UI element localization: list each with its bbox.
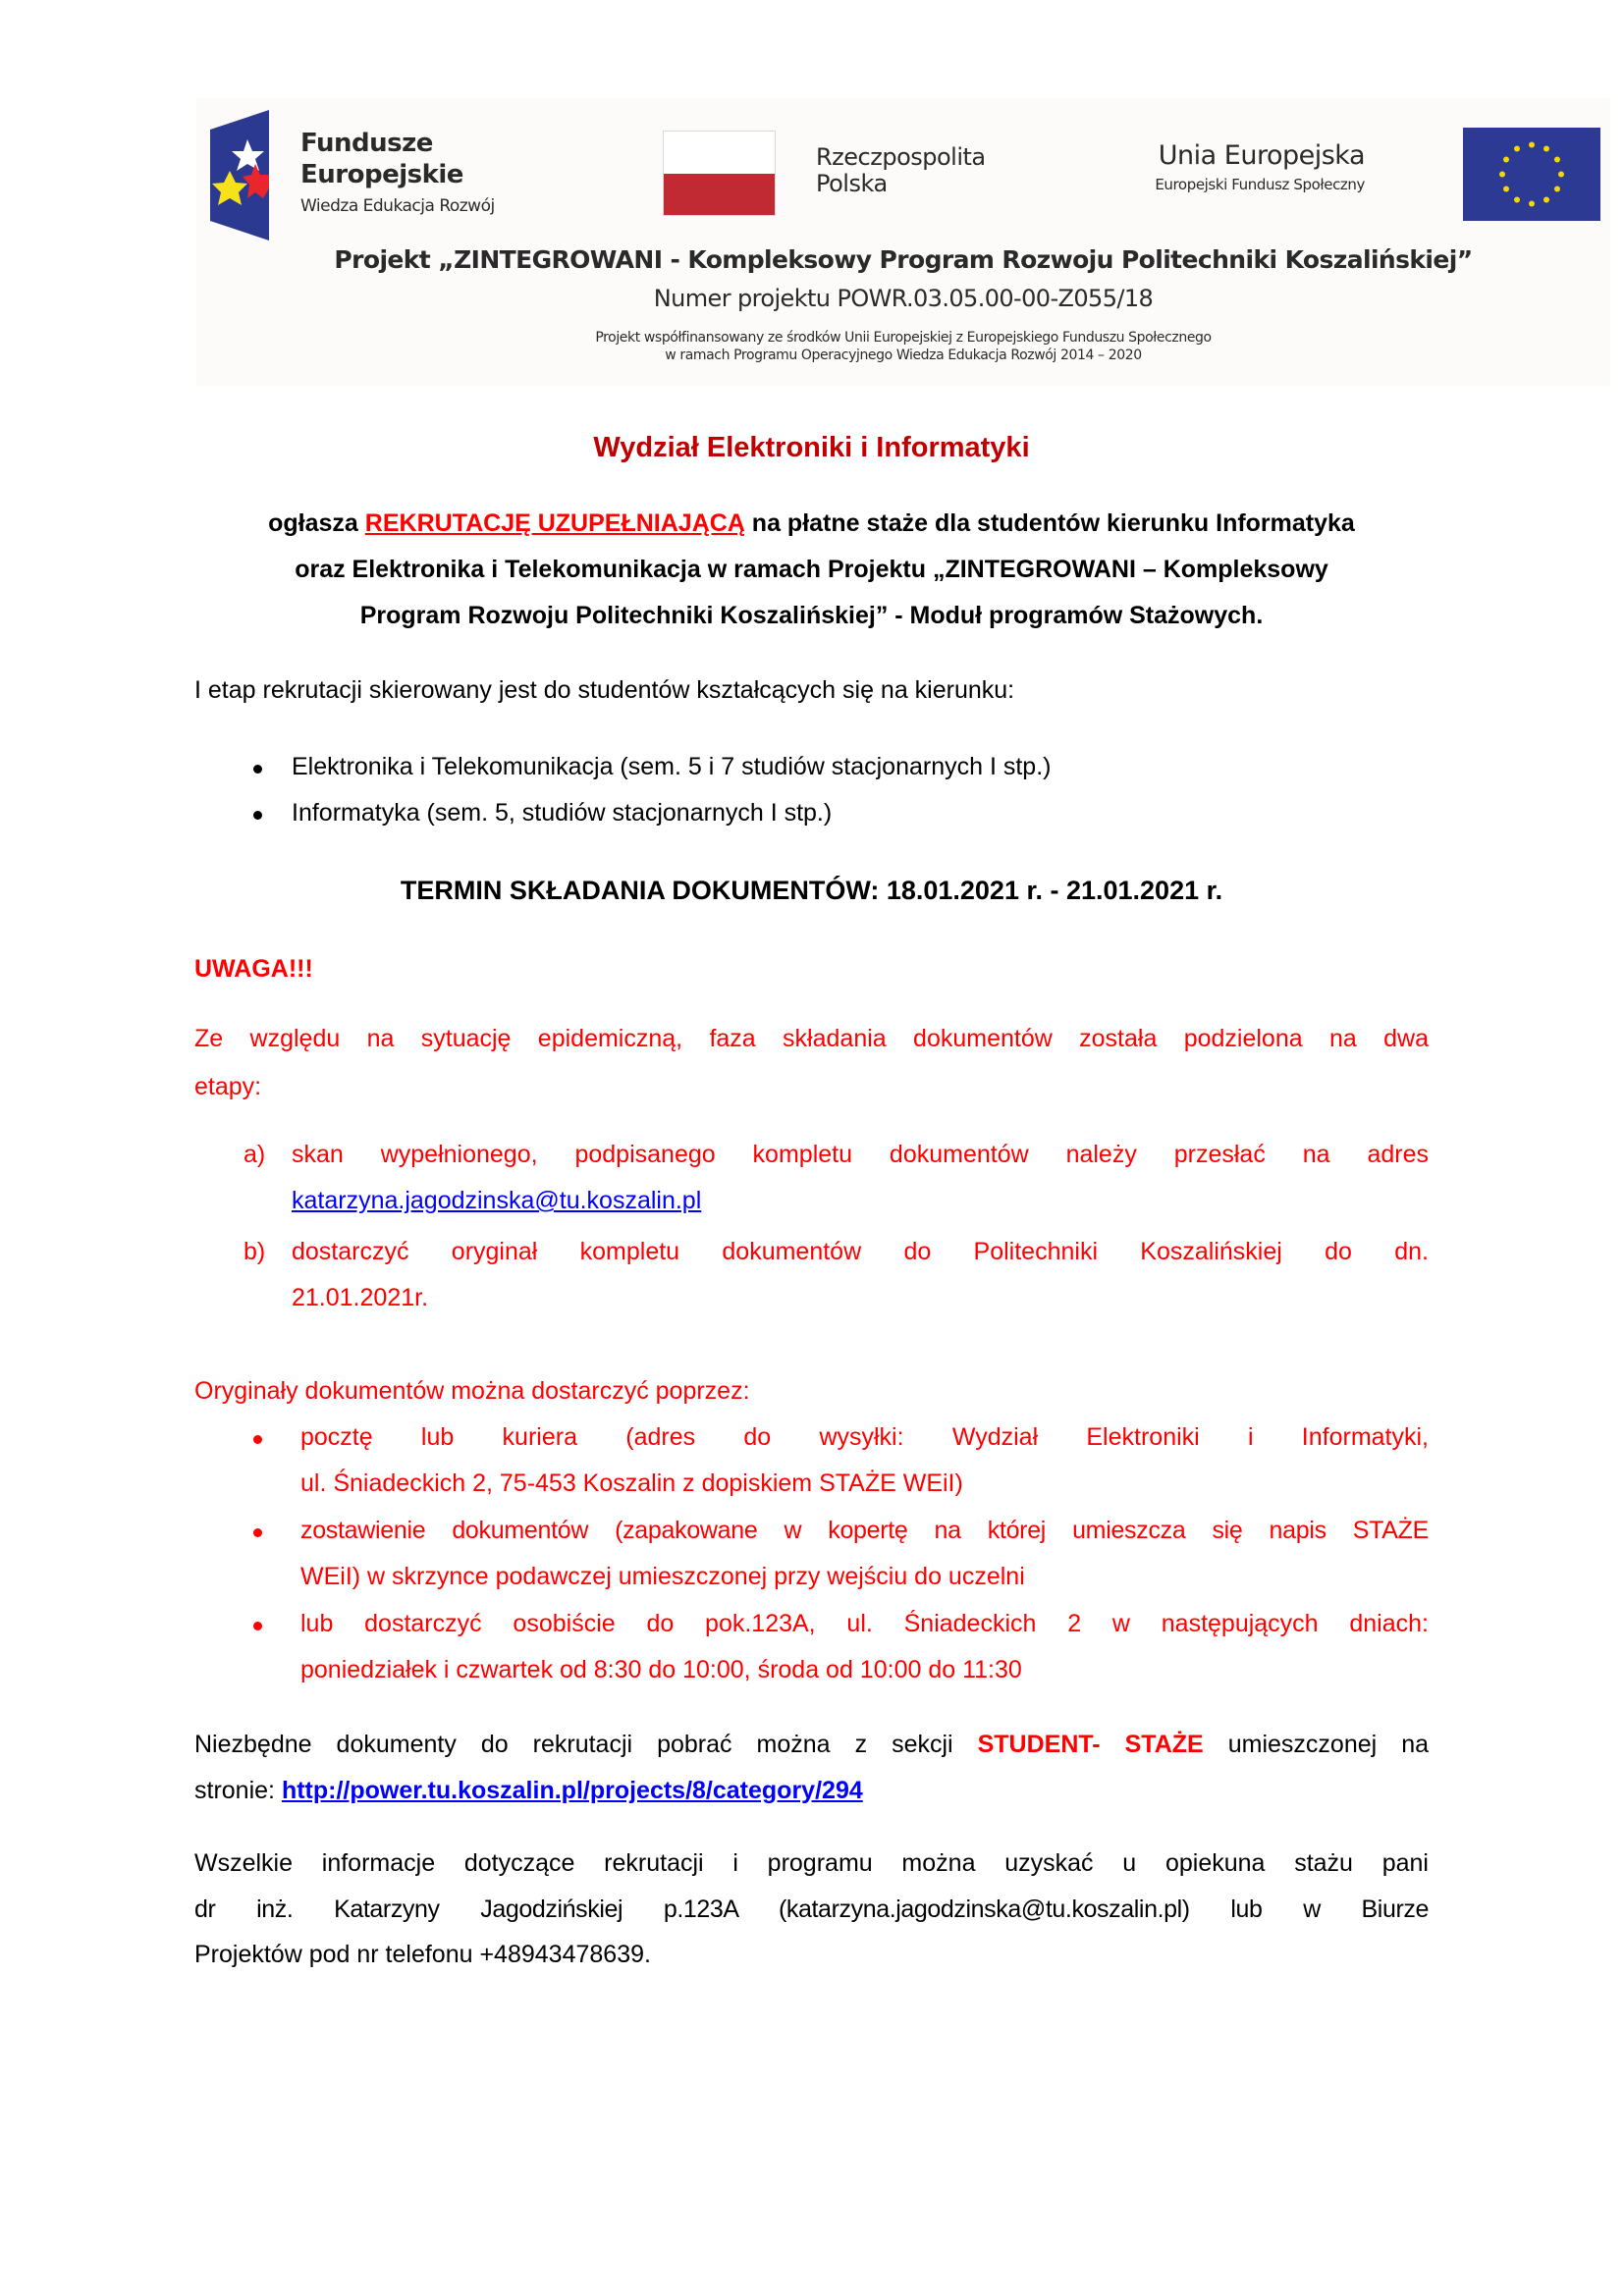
warning-label: UWAGA!!! [194,955,313,983]
contact-line-2: dr inż. Katarzyny Jagodzińskiej p.123A (katarzyna.jagodzinska@tu.koszalin.pl) lub w Biurze [194,1896,1429,1923]
pl-logo-text [816,144,986,197]
ue-logo-text [1155,139,1365,196]
contact-line-1: Wszelkie informacje dotyczące rekrutacji i programu można uzyskać u opiekuna stażu pani [194,1849,1429,1877]
cofinance-line1: Projekt współfinansowany ze środków Unii Europejskiej z Europejskiego Funduszu Społecznego [595,330,1212,346]
eu-star-icon [1554,157,1560,163]
eu-star-icon [1554,187,1560,192]
announcement-line-1 [194,509,1429,538]
delivery-option-3-line-2: poniedziałek i czwartek od 8:30 do 10:00, środa od 10:00 do 11:30 [300,1656,1022,1683]
eu-star-icon [1514,146,1520,152]
step-a-text: skan wypełnionego, podpisanego kompletu dokumentów należy przesłać na adres [292,1141,1429,1168]
eu-star-icon [1499,172,1505,178]
bullet-icon [253,811,262,820]
step-marker: b) [244,1238,266,1265]
documents-info-post: umieszczonej na [1203,1731,1429,1758]
polish-flag-icon [663,131,776,216]
delivery-option-2-line-1: zostawienie dokumentów (zapakowane w kopertę na której umieszcza się napis STAŻE [300,1517,1429,1544]
documents-info-pre: Niezbędne dokumenty do rekrutacji pobrać można z sekcji [194,1731,978,1758]
announcement-line-2: oraz Elektronika i Telekomunikacja w ramach Projektu „ZINTEGROWANI – Kompleksowy [295,556,1328,583]
step-marker: a) [244,1141,266,1168]
announcement-pre: ogłasza [268,509,365,537]
bullet-icon [253,1528,262,1537]
announcement-post: na płatne staże dla studentów kierunku Informatyka [744,509,1355,537]
documents-info-line-2 [194,1777,863,1805]
fe-line2: Europejskie [300,160,463,189]
funding-banner [196,98,1610,386]
fe-line3: Wiedza Edukacja Rozwój [300,196,495,216]
delivery-option-3-line-1: lub dostarczyć osobiście do pok.123A, ul. Śniadeckich 2 w następujących dniach: [300,1610,1429,1637]
fe-line1: Fundusze [300,129,433,158]
eu-star-icon [1558,172,1564,178]
field-item: Informatyka (sem. 5, studiów stacjonarnych I stp.) [292,799,833,827]
recruitment-highlight: REKRUTACJĘ UZUPEŁNIAJĄCĄ [364,509,745,537]
eu-flag-icon [1463,128,1600,221]
email-link[interactable]: katarzyna.jagodzinska@tu.koszalin.pl [292,1187,702,1214]
eu-star-icon [1529,142,1535,148]
deadline: TERMIN SKŁADANIA DOKUMENTÓW: 18.01.2021 r. - 21.01.2021 r. [400,876,1223,905]
eu-star-icon [1543,146,1549,152]
bullet-icon [253,1435,262,1444]
fe-logo-text [300,128,495,220]
ue-line1: Unia Europejska [1158,140,1365,171]
ue-line2: Europejski Fundusz Społeczny [1155,176,1365,193]
delivery-option-1-line-1: pocztę lub kuriera (adres do wysyłki: Wydział Elektroniki i Informatyki, [300,1423,1429,1451]
pl-line1: Rzeczpospolita [816,143,986,171]
section-name: STUDENT- STAŻE [977,1731,1204,1758]
documents-info-line2-pre: stronie: [194,1777,282,1804]
bullet-icon [253,765,262,774]
warning-line-2: etapy: [194,1073,262,1100]
eu-star-icon [1529,201,1535,207]
documents-url-link[interactable]: http://power.tu.koszalin.pl/projects/8/category/294 [281,1777,863,1804]
originals-intro: Oryginały dokumentów można dostarczyć poprzez: [194,1377,750,1405]
delivery-option-2-line-2: WEiI) w skrzynce podawczej umieszczonej przy wejściu do uczelni [300,1563,1025,1590]
announcement-line-3: Program Rozwoju Politechniki Koszalińskiej” - Moduł programów Stażowych. [359,602,1264,629]
field-item: Elektronika i Telekomunikacja (sem. 5 i 7 studiów stacjonarnych I stp.) [292,753,1052,780]
faculty-title: Wydział Elektroniki i Informatyki [593,432,1030,463]
bullet-icon [253,1622,262,1630]
warning-line-1: Ze względu na sytuację epidemiczną, faza składania dokumentów została podzielona na dwa [194,1025,1429,1052]
eu-star-icon [1514,196,1520,202]
contact-line-3: Projektów pod nr telefonu +48943478639. [194,1941,651,1968]
documents-info-line-1 [194,1731,1429,1762]
cofinance-line2: w ramach Programu Operacyjnego Wiedza Edukacja Rozwój 2014 – 2020 [665,347,1142,363]
step-b-date: 21.01.2021r. [292,1284,429,1311]
cofinance-note [196,329,1610,364]
delivery-option-1-line-2: ul. Śniadeckich 2, 75-453 Koszalin z dopiskiem STAŻE WEiI) [300,1469,963,1497]
pl-line2: Polska [816,170,888,197]
project-title: Projekt „ZINTEGROWANI - Kompleksowy Program Rozwoju Politechniki Koszalińskiej” [334,245,1473,274]
fundusze-europejskie-logo-icon [210,110,269,240]
project-number: Numer projektu POWR.03.05.00-00-Z055/18 [653,285,1154,312]
eu-star-icon [1503,187,1509,192]
stage-intro: I etap rekrutacji skierowany jest do studentów kształcących się na kierunku: [194,676,1015,704]
step-b-text: dostarczyć oryginał kompletu dokumentów do Politechniki Koszalińskiej do dn. [292,1238,1429,1265]
eu-star-icon [1503,157,1509,163]
eu-star-icon [1543,196,1549,202]
